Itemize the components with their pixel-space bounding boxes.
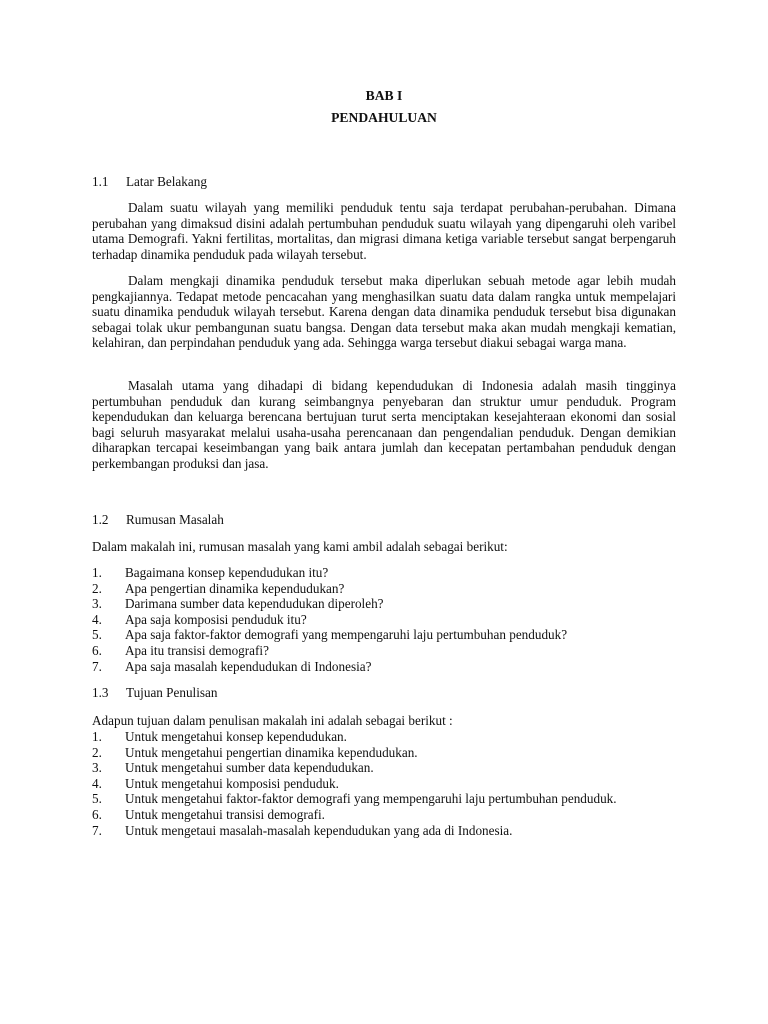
list-item bbox=[92, 565, 676, 581]
list-number: 4. bbox=[92, 611, 102, 627]
section-title: Rumusan Masalah bbox=[126, 512, 224, 527]
section-title: Tujuan Penulisan bbox=[126, 685, 218, 700]
paragraph-3-text: Masalah utama yang dihadapi di bidang kependudukan di Indonesia adalah masih tingginya pertumbuhan penduduk dan kurang seimbangnya penyebaran dan struktur umur penduduk. Program kependudukan dan keluarga berencana bertujuan turut serta menciptakan kesejahteraan ekonomi dan sosial bagi seluruh masyarakat melalui usaha-usaha perencanaan dan pengendalian penduduk. Dengan demikian diharapkan tercapai keseimbangan yang baik antara jumlah dan kecepatan pertambahan penduduk dengan perkembangan produksi dan jasa. bbox=[92, 378, 676, 471]
list-number: 2. bbox=[92, 580, 102, 596]
list-text: Untuk mengetahui komposisi penduduk. bbox=[125, 775, 339, 791]
list-text: Untuk mengetahui sumber data kependudukan. bbox=[125, 760, 374, 776]
list-text: Apa saja masalah kependudukan di Indonesia? bbox=[125, 658, 372, 674]
list-text: Untuk mengetahui pengertian dinamika kependudukan. bbox=[125, 744, 418, 760]
list-text: Untuk mengetahui konsep kependudukan. bbox=[125, 729, 347, 744]
tujuan-list bbox=[92, 729, 676, 838]
list-text: Apa saja faktor-faktor demografi yang mempengaruhi laju pertumbuhan penduduk? bbox=[125, 627, 568, 643]
list-number: 5. bbox=[92, 627, 102, 643]
list-item bbox=[92, 729, 676, 745]
section-number: 1.1 bbox=[92, 174, 109, 189]
list-item bbox=[92, 760, 676, 776]
section-heading-latar-belakang bbox=[92, 174, 676, 190]
tujuan-intro: Adapun tujuan dalam penulisan makalah ini adalah sebagai berikut : bbox=[92, 713, 453, 728]
list-text: Apa pengertian dinamika kependudukan? bbox=[125, 580, 345, 596]
paragraph-2 bbox=[92, 273, 676, 351]
paragraph-3 bbox=[92, 378, 676, 472]
list-text: Untuk mengetahui faktor-faktor demografi yang mempengaruhi laju pertumbuhan penduduk. bbox=[125, 791, 617, 807]
list-number: 3. bbox=[92, 760, 102, 776]
chapter-title: BAB I bbox=[365, 88, 403, 103]
list-number: 6. bbox=[92, 642, 102, 658]
list-item bbox=[92, 596, 676, 612]
list-text: Apa itu transisi demografi? bbox=[125, 642, 269, 658]
list-number: 2. bbox=[92, 744, 102, 760]
list-item bbox=[92, 807, 676, 823]
list-number: 7. bbox=[92, 658, 102, 674]
list-item bbox=[92, 581, 676, 597]
list-number: 1. bbox=[92, 565, 102, 580]
list-item bbox=[92, 745, 676, 761]
paragraph-2-text: Dalam mengkaji dinamika penduduk tersebut maka diperlukan sebuah metode agar lebih mudah pengkajiannya. Tedapat metode pencacahan yang menghasilkan suatu data dalam rangka untuk mempelajari suatu dinamika penduduk wilayah tersebut. Karena dengan data dinamika penduduk tersebut bisa digunakan sebagai tolak ukur pembangunan suatu bangsa. Dengan data tersebut maka akan mudah mengkaji kematian, kelahiran, dan perpindahan penduduk yang ada. Sehingga warga tersebut diakui sebagai warga mana. bbox=[92, 273, 676, 351]
list-number: 6. bbox=[92, 806, 102, 822]
list-number: 7. bbox=[92, 822, 102, 838]
section-title: Latar Belakang bbox=[126, 174, 207, 189]
list-number: 4. bbox=[92, 775, 102, 791]
chapter-subtitle: PENDAHULUAN bbox=[331, 110, 437, 125]
list-number: 3. bbox=[92, 596, 102, 612]
list-item bbox=[92, 791, 676, 807]
list-text: Darimana sumber data kependudukan diperoleh? bbox=[125, 596, 384, 612]
list-item bbox=[92, 823, 676, 839]
paragraph-1-text: Dalam suatu wilayah yang memiliki penduduk tentu saja terdapat perubahan-perubahan. Dimana perubahan yang dimaksud disini adalah pertumbuhan penduduk suatu wilayah yang dipengaruhi oleh varibel utama Demografi. Yakni fertilitas, mortalitas, dan migrasi dimana ketiga variable tersebut sangat berpengaruh terhadap dinamika penduduk pada wilayah tersebut. bbox=[92, 200, 676, 262]
list-item bbox=[92, 612, 676, 628]
section-heading-tujuan-penulisan bbox=[92, 685, 676, 701]
section-number: 1.2 bbox=[92, 512, 109, 527]
section-heading-rumusan-masalah bbox=[92, 512, 676, 528]
list-item bbox=[92, 776, 676, 792]
paragraph-1 bbox=[92, 200, 676, 262]
list-item bbox=[92, 627, 676, 643]
list-text: Bagaimana konsep kependudukan itu? bbox=[125, 565, 329, 580]
list-number: 1. bbox=[92, 729, 102, 744]
list-text: Untuk mengetaui masalah-masalah kependudukan yang ada di Indonesia. bbox=[125, 822, 513, 838]
rumusan-list bbox=[92, 565, 676, 674]
section-number: 1.3 bbox=[92, 685, 109, 700]
rumusan-intro: Dalam makalah ini, rumusan masalah yang kami ambil adalah sebagai berikut: bbox=[92, 539, 508, 554]
list-text: Apa saja komposisi penduduk itu? bbox=[125, 611, 307, 627]
list-item bbox=[92, 643, 676, 659]
list-text: Untuk mengetahui transisi demografi. bbox=[125, 806, 325, 822]
list-number: 5. bbox=[92, 791, 102, 807]
list-item bbox=[92, 659, 676, 675]
